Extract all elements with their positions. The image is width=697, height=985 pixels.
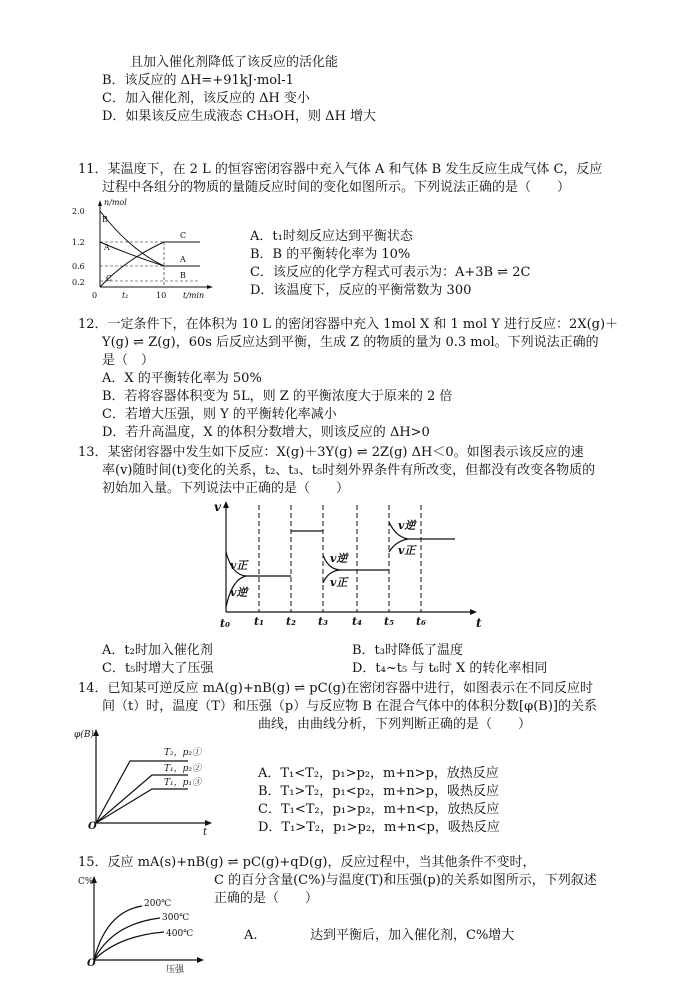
q11-curve-label: C <box>180 231 187 240</box>
q12-stem-line2: Y(g) ⇌ Z(g)，60s 后反应达到平衡，生成 Z 的物质的量为 0.3 mol。下列说法正确的 <box>102 335 599 350</box>
q12-stem-line3: 是（ ） <box>102 353 155 368</box>
q10-option-b: B．该反应的 ΔH=+91kJ·mol-1 <box>102 73 294 88</box>
q13-stem-line3: 初始加入量。下列说法中正确的是（ ） <box>102 481 350 496</box>
q11-curve-label: A <box>104 243 110 252</box>
q14-curve-label: T₁，p₁③ <box>164 778 201 788</box>
q11-x-label: t/min <box>183 291 205 300</box>
q13-graph <box>210 497 490 632</box>
q13-option-b: B．t₃时降低了温度 <box>352 643 463 658</box>
q11-xtick: t₁ <box>122 291 129 300</box>
q11-ytick: 0.2 <box>72 278 85 287</box>
q14-option-a: A．T₁<T₂，p₁>p₂，m+n>p，放热反应 <box>258 766 499 781</box>
q15-x-label: 压强 <box>166 965 185 975</box>
q15-curve-label: 400℃ <box>166 929 194 939</box>
q11-option-c: C．该反应的化学方程式可表示为：A+3B ⇌ 2C <box>250 265 531 280</box>
q11-ytick: 0.6 <box>72 262 85 271</box>
q14-option-c: C．T₁<T₂，p₁>p₂，m+n<p，放热反应 <box>258 802 500 817</box>
q15-curve-label: 300℃ <box>162 913 190 923</box>
q13-xtick: t₁ <box>254 615 264 628</box>
q12-option-d: D．若升高温度，X 的体积分数增大，则该反应的 ΔH>0 <box>102 425 430 440</box>
q10-option-d: D．如果该反应生成液态 CH₃OH，则 ΔH 增大 <box>102 109 377 124</box>
q11-option-b: B．B 的平衡转化率为 10% <box>250 247 411 262</box>
q14-stem-line3: 曲线，由曲线分析，下列判断正确的是（ ） <box>258 717 532 732</box>
q13-curve-label: v逆 <box>330 552 348 565</box>
q15-option-a-label: A. <box>244 928 258 943</box>
q11-xtick: 10 <box>156 291 167 300</box>
q15-curve-400 <box>94 932 164 960</box>
q14-option-d: D．T₁>T₂，p₁>p₂，m+n<p，吸热反应 <box>258 820 500 835</box>
q11-option-d: D．该温度下，反应的平衡常数为 300 <box>250 283 472 298</box>
q14-option-b: B．T₁>T₂，p₁<p₂，m+n>p，吸热反应 <box>258 784 499 799</box>
q14-curve-3 <box>96 789 188 823</box>
q13-x-arrow <box>470 609 477 615</box>
q13-y-label: v <box>214 500 221 514</box>
q13-option-a: A．t₂时加入催化剂 <box>102 643 213 658</box>
q11-curve-label: B <box>180 271 186 280</box>
q13-xtick: t₆ <box>416 615 426 628</box>
q15-option-a-text: 达到平衡后，加入催化剂，C%增大 <box>310 928 515 943</box>
q10-option-c: C．加入催化剂，该反应的 ΔH 变小 <box>102 91 310 106</box>
q11-curve-label: B <box>102 215 108 224</box>
q14-stem-line2: 间（t）时，温度（T）和压强（p）与反应物 B 在混合气体中的体积分数[φ(B)]的关系 <box>102 699 597 714</box>
q11-curve-label: A <box>180 255 186 264</box>
q13-xtick: t₀ <box>220 617 230 630</box>
q14-origin: O <box>88 821 97 832</box>
q10-continuation: 且加入催化剂降低了该反应的活化能 <box>130 55 339 70</box>
q13-xtick: t₂ <box>286 615 296 628</box>
q15-stem-line1: 15．反应 mA(s)+nB(g) ⇌ pC(g)+qD(g)，反应过程中，当其他条件不变时， <box>78 855 536 870</box>
q11-y-arrow <box>98 200 102 206</box>
q13-xtick: t₄ <box>352 615 362 628</box>
q11-curve-label: C <box>106 274 113 283</box>
q13-xtick: t₅ <box>384 615 394 628</box>
q13-curve-label: v正 <box>230 559 248 572</box>
q12-option-a: A．X 的平衡转化率为 50% <box>102 371 262 386</box>
q14-stem-line1: 14．已知某可逆反应 mA(g)+nB(g) ⇌ pC(g)在密闭容器中进行，如图表示在不同反应时 <box>78 681 594 696</box>
q13-curve-label: v正 <box>330 576 348 589</box>
q11-stem-line2: 过程中各组分的物质的量随反应时间的变化如图所示。下列说法正确的是（ ） <box>102 180 571 195</box>
q11-option-a: A．t₁时刻反应达到平衡状态 <box>250 229 413 244</box>
q15-x-arrow <box>197 957 204 963</box>
q13-y-arrow <box>223 501 229 508</box>
q12-option-b: B．若将容器体积变为 5L，则 Z 的平衡浓度大于原来的 2 倍 <box>102 389 453 404</box>
q15-graph <box>72 872 212 982</box>
q11-graph <box>70 195 220 305</box>
q13-option-d: D．t₄~t₅ 与 t₆时 X 的转化率相同 <box>352 661 548 676</box>
q13-curve-label: v逆 <box>398 519 416 532</box>
q13-curve-label: v逆 <box>230 586 248 599</box>
q15-stem-line3: 正确的是（ ） <box>214 891 319 906</box>
q11-ytick: 2.0 <box>72 207 85 216</box>
q15-origin: O <box>87 958 96 969</box>
q13-x-label: t <box>476 616 482 630</box>
q12-option-c: C．若增大压强，则 Y 的平衡转化率减小 <box>102 407 337 422</box>
q14-curve-label: T₂，p₂① <box>164 748 201 758</box>
q14-x-arrow <box>205 820 212 826</box>
q11-x-arrow <box>207 285 213 289</box>
q12-stem-line1: 12．一定条件下，在体积为 10 L 的密闭容器中充入 1mol X 和 1 mol Y 进行反应：2X(g)＋ <box>78 317 619 332</box>
q13-curve-label: v正 <box>398 544 416 557</box>
q15-curve-label: 200℃ <box>144 899 172 909</box>
q14-x-label: t <box>203 827 208 838</box>
q13-xtick: t₃ <box>318 615 328 628</box>
q15-y-label: C% <box>78 877 94 887</box>
q14-y-label: φ(B) <box>74 730 94 740</box>
q11-stem-line1: 11．某温度下，在 2 L 的恒容密闭容器中充入气体 A 和气体 B 发生反应生成气体 C，反应 <box>78 162 603 177</box>
q11-ytick: 1.2 <box>72 238 85 247</box>
q14-graph <box>70 725 220 837</box>
q15-stem-line2: C 的百分含量(C%)与温度(T)和压强(p)的关系如图所示，下列叙述 <box>214 873 597 888</box>
q11-y-label: n/mol <box>104 198 127 207</box>
q13-stem-line2: 率(v)随时间(t)变化的关系，t₂、t₃、t₅时刻外界条件有所改变，但都没有改变各物质的 <box>102 463 596 478</box>
q13-option-c: C．t₅时增大了压强 <box>102 661 214 676</box>
q15-curve-300 <box>94 918 160 960</box>
q13-stem-line1: 13．某密闭容器中发生如下反应：X(g)＋3Y(g) ⇌ 2Z(g) ΔH＜0。如图表示该反应的速 <box>78 445 584 460</box>
q11-xtick: 0 <box>92 291 98 300</box>
q14-curve-label: T₁，p₂② <box>164 764 201 774</box>
